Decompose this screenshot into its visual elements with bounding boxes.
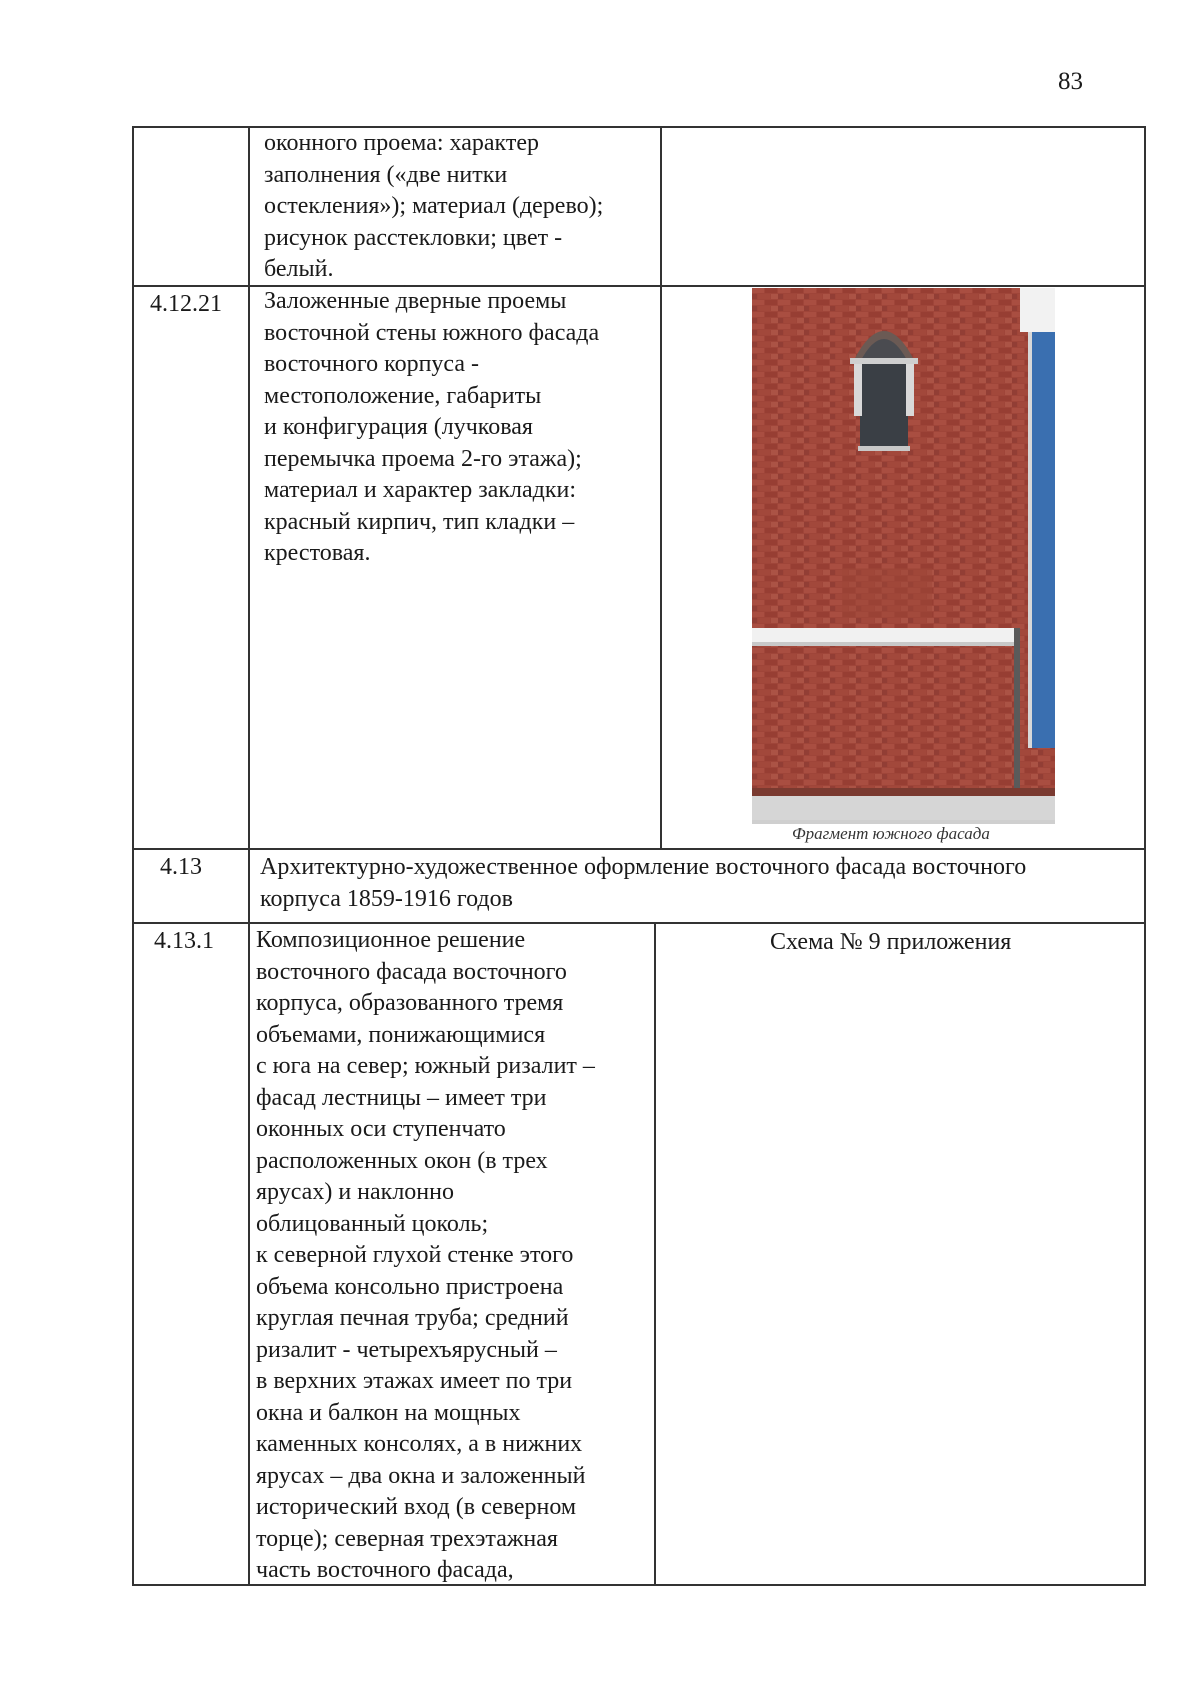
row-description: оконного проема: характер заполнения («две нитки остекления»); материал (дерево); рисунок расстекловки; цвет - белый. bbox=[264, 130, 604, 282]
scheme-reference: Схема № 9 приложения bbox=[770, 929, 1012, 955]
row-divider bbox=[132, 922, 1146, 924]
table-border-right bbox=[1144, 126, 1146, 1584]
column-divider bbox=[654, 922, 656, 1584]
row-number: 4.13.1 bbox=[154, 928, 214, 954]
row-description: Композиционное решение восточного фасада восточного корпуса, образованного тремя объемами, понижающимися с юга на север; южный ризалит – фасад лестницы – имеет три оконных оси ступенчато расположенных окон (в трех ярусах) и наклонно облицованный цоколь; к северной глухой стенке этого объема консольно пристроена круглая печная труба; средний ризалит - четырехъярусный – в верхних этажах имеет по три окна и балкон на мощных каменных консолях, а в нижних ярусах – два окна и заложенный исторический вход (в северном торце); северная трехэтажная часть восточного фасада, bbox=[256, 927, 595, 1583]
row-divider bbox=[132, 848, 1146, 850]
page-number: 83 bbox=[1058, 68, 1083, 95]
heritage-table bbox=[132, 126, 1146, 1584]
row-number: 4.13 bbox=[160, 854, 202, 880]
column-divider bbox=[660, 126, 662, 848]
row-description: Заложенные дверные проемы восточной стены южного фасада восточного корпуса - местоположение, габариты и конфигурация (лучковая перемычка проема 2-го этажа); материал и характер закладки: красный кирпич, тип кладки – крестовая. bbox=[264, 288, 600, 566]
row-number: 4.12.21 bbox=[150, 291, 222, 317]
facade-photo bbox=[752, 288, 1055, 824]
table-border-left bbox=[132, 126, 134, 1584]
photo-caption: Фрагмент южного фасада bbox=[792, 824, 990, 843]
section-heading: Архитектурно-художественное оформление восточного фасада восточного корпуса 1859-1916 годов bbox=[260, 854, 1027, 912]
column-divider bbox=[248, 126, 250, 1584]
